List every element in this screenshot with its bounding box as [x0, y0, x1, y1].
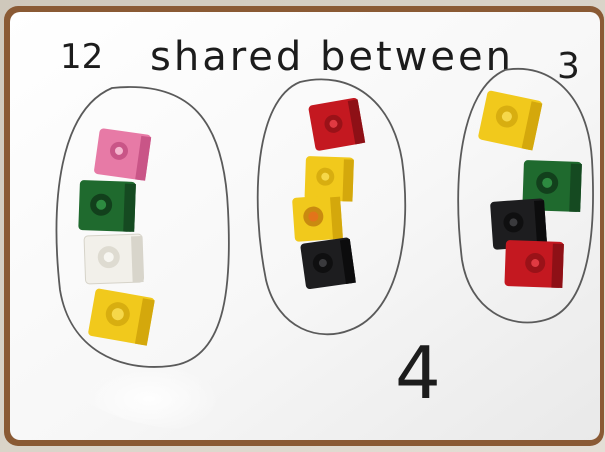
answer-number: 4 — [395, 331, 441, 415]
cube-yellow-2a — [304, 156, 354, 202]
cube-white — [84, 234, 144, 284]
cube-green — [78, 180, 136, 232]
heading-text: shared between — [150, 34, 514, 80]
heading-count: 12 — [60, 37, 104, 77]
cube-yellow-2b — [292, 195, 343, 242]
cube-black — [300, 237, 356, 290]
cube-pink — [94, 128, 152, 181]
cube-red — [308, 97, 365, 151]
cube-red-3 — [504, 240, 564, 288]
heading-groups: 3 — [557, 46, 580, 87]
cube-yellow — [88, 288, 155, 346]
